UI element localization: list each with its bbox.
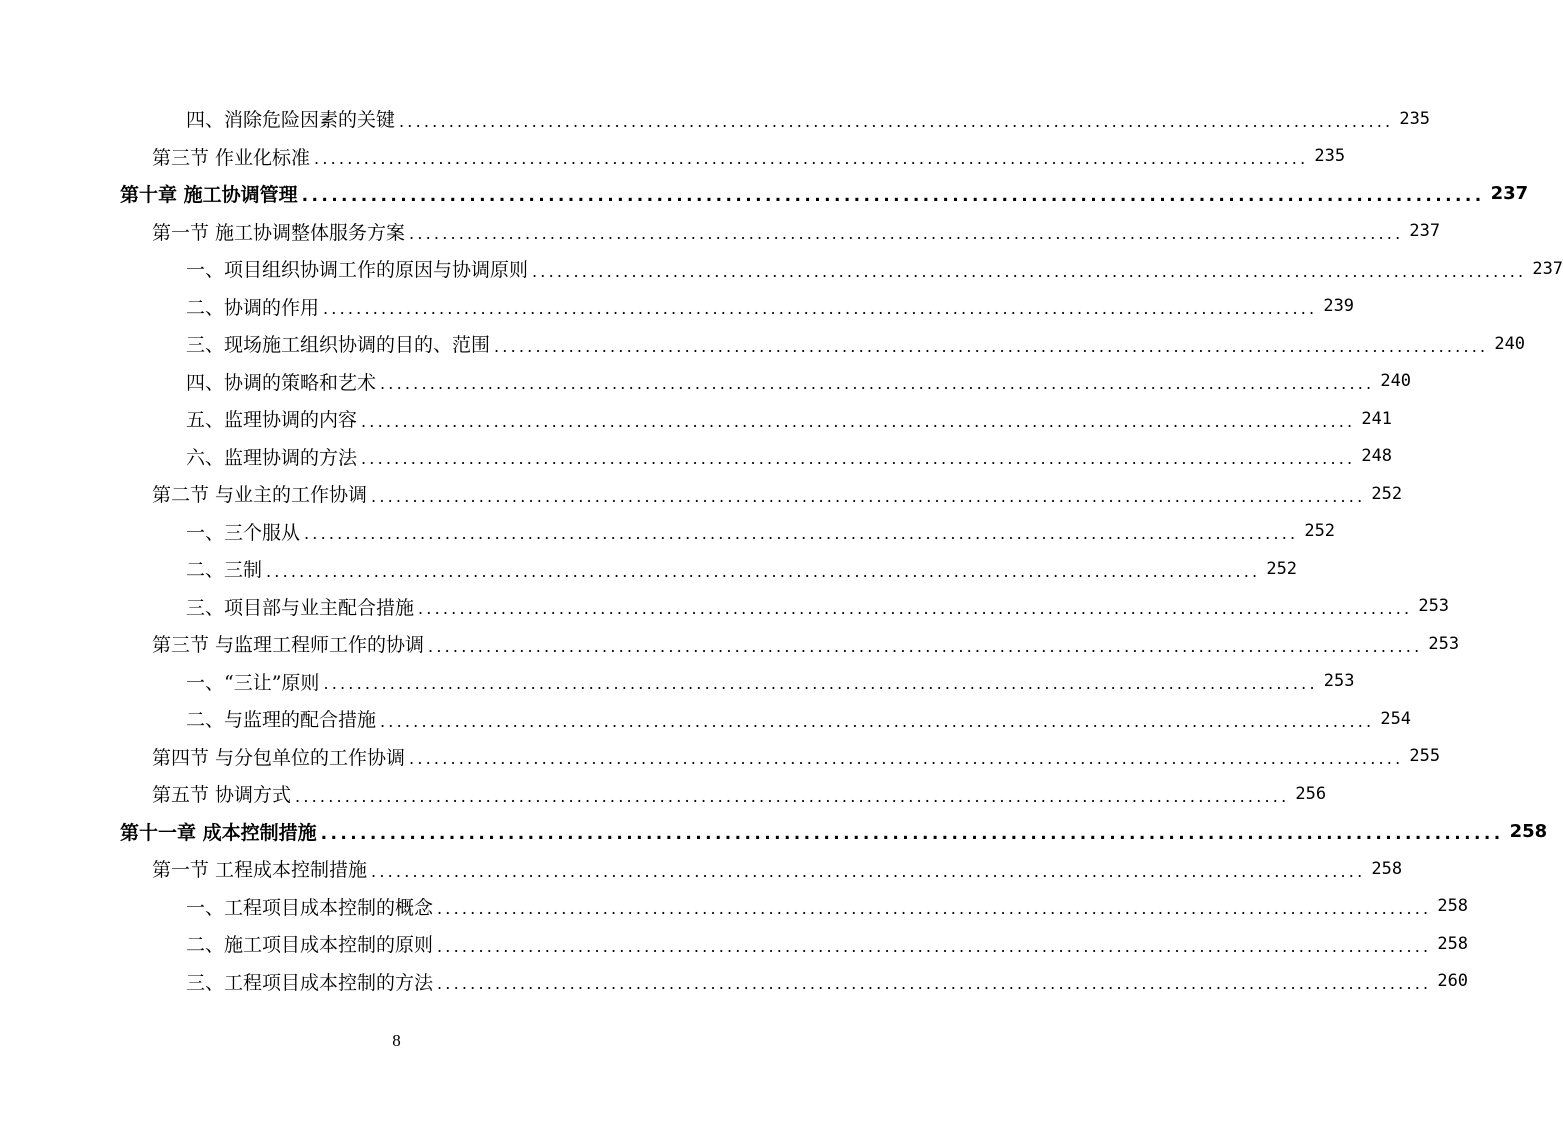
toc-entry-item[interactable] [0, 100, 1431, 138]
toc-entry-page-number: 241 [1361, 408, 1393, 429]
toc-entry-page-number: 260 [1437, 971, 1469, 992]
dot-leader: ........................................................................................................................ [371, 486, 1366, 506]
toc-entry-section[interactable] [0, 625, 1460, 663]
toc-entry-page-number: 240 [1380, 371, 1412, 392]
dot-leader: ........................................................................................................................ [314, 149, 1309, 169]
dot-leader: ........................................................................................................................ [323, 299, 1318, 319]
toc-entry-page-number: 248 [1361, 446, 1393, 467]
toc-entry-page-number: 253 [1428, 633, 1460, 654]
dot-leader: ........................................................................................................................ [437, 974, 1432, 994]
dot-leader: ........................................................................................................................ [304, 524, 1299, 544]
dot-leader: ........................................................................................................................ [409, 224, 1404, 244]
toc-entry-section[interactable] [0, 138, 1346, 176]
toc-entry-page-number: 255 [1409, 746, 1441, 767]
toc-entry-page-number: 254 [1380, 708, 1412, 729]
dot-leader: ........................................................................................................................ [437, 936, 1432, 956]
toc-entry-item[interactable] [0, 550, 1298, 588]
toc-entry-item[interactable] [0, 888, 1469, 926]
dot-leader: ........................................................................................................................ [532, 261, 1527, 281]
toc-entry-page-number: 258 [1437, 933, 1469, 954]
dot-leader: ........................................................................................................................ [301, 186, 1485, 207]
toc-entry-page-number: 237 [1490, 183, 1529, 205]
toc-entry-title: 第十章 施工协调管理 [120, 184, 298, 207]
toc-entry-item[interactable] [0, 325, 1526, 363]
toc-entry-title: 三、现场施工组织协调的目的、范围 [186, 334, 491, 357]
toc-entry-item[interactable] [0, 438, 1393, 476]
dot-leader: ........................................................................................................................ [371, 861, 1366, 881]
toc-entry-section[interactable] [0, 738, 1441, 776]
toc-entry-title: 四、消除危险因素的关键 [186, 109, 396, 132]
toc-entry-page-number: 252 [1371, 483, 1403, 504]
toc-entry-page-number: 252 [1304, 521, 1336, 542]
toc-entry-chapter[interactable] [0, 813, 1548, 851]
dot-leader: ........................................................................................................................ [418, 599, 1413, 619]
toc-entry-title: 一、三个服从 [186, 521, 301, 544]
dot-leader: ........................................................................................................................ [323, 674, 1318, 694]
page-number: 8 [392, 1031, 401, 1050]
toc-entry-page-number: 253 [1418, 596, 1450, 617]
toc-entry-title: 第二节 与业主的工作协调 [152, 484, 368, 507]
toc-entry-section[interactable] [0, 475, 1403, 513]
toc-entry-item[interactable] [0, 963, 1469, 1001]
toc-entry-title: 三、项目部与业主配合措施 [186, 596, 415, 619]
toc-entry-page-number: 239 [1323, 296, 1355, 317]
toc-entry-page-number: 235 [1399, 108, 1431, 129]
toc-entry-item[interactable] [0, 663, 1355, 701]
toc-entry-item[interactable] [0, 513, 1336, 551]
toc-entry-title: 二、三制 [186, 559, 263, 582]
toc-entry-page-number: 235 [1314, 146, 1346, 167]
toc-entry-page-number: 252 [1266, 558, 1298, 579]
toc-entry-item[interactable] [0, 363, 1412, 401]
dot-leader: ........................................................................................................................ [295, 786, 1290, 806]
toc-entry-page-number: 258 [1509, 820, 1548, 842]
dot-leader: ........................................................................................................................ [320, 823, 1504, 844]
dot-leader: ........................................................................................................................ [380, 711, 1375, 731]
dot-leader: ........................................................................................................................ [361, 411, 1356, 431]
toc-entry-title: 二、协调的作用 [186, 296, 320, 319]
toc-entry-page-number: 258 [1371, 858, 1403, 879]
toc-entry-page-number: 258 [1437, 896, 1469, 917]
toc-entry-chapter[interactable] [0, 175, 1529, 213]
toc-entry-title: 一、“三让”原则 [186, 671, 320, 694]
toc-entry-title: 第三节 作业化标准 [152, 146, 311, 169]
toc-entry-title: 五、监理协调的内容 [186, 409, 358, 432]
toc-entry-title: 第五节 协调方式 [152, 784, 292, 807]
toc-entry-title: 一、项目组织协调工作的原因与协调原则 [186, 259, 529, 282]
toc-entry-section[interactable] [0, 850, 1403, 888]
toc-entry-title: 三、工程项目成本控制的方法 [186, 971, 434, 994]
dot-leader: ........................................................................................................................ [361, 449, 1356, 469]
toc-entry-item[interactable] [0, 400, 1393, 438]
dot-leader: ........................................................................................................................ [380, 374, 1375, 394]
toc-entry-section[interactable] [0, 213, 1441, 251]
toc-entry-item[interactable] [0, 250, 1563, 288]
toc-entry-title: 六、监理协调的方法 [186, 446, 358, 469]
dot-leader: ........................................................................................................................ [409, 749, 1404, 769]
toc-entry-title: 第十一章 成本控制措施 [120, 821, 317, 844]
toc-entry-page-number: 253 [1323, 671, 1355, 692]
toc-entry-page-number: 237 [1532, 258, 1563, 279]
toc-entry-item[interactable] [0, 925, 1469, 963]
toc-entry-title: 第一节 工程成本控制措施 [152, 859, 368, 882]
toc-entry-title: 四、协调的策略和艺术 [186, 371, 377, 394]
toc-entry-page-number: 256 [1295, 783, 1327, 804]
toc-entry-item[interactable] [0, 700, 1412, 738]
toc-entry-title: 第三节 与监理工程师工作的协调 [152, 634, 425, 657]
toc-entry-title: 第一节 施工协调整体服务方案 [152, 221, 406, 244]
dot-leader: ........................................................................................................................ [494, 336, 1489, 356]
toc-entry-title: 二、施工项目成本控制的原则 [186, 934, 434, 957]
dot-leader: ........................................................................................................................ [428, 636, 1423, 656]
toc-entry-page-number: 237 [1409, 221, 1441, 242]
toc-entry-item[interactable] [0, 588, 1450, 626]
toc-entry-item[interactable] [0, 288, 1355, 326]
toc-entry-section[interactable] [0, 775, 1327, 813]
dot-leader: ........................................................................................................................ [437, 899, 1432, 919]
toc-entry-title: 二、与监理的配合措施 [186, 709, 377, 732]
toc-entry-title: 一、工程项目成本控制的概念 [186, 896, 434, 919]
toc-entry-page-number: 240 [1494, 333, 1526, 354]
table-of-contents [0, 100, 1563, 1000]
toc-entry-title: 第四节 与分包单位的工作协调 [152, 746, 406, 769]
dot-leader: ........................................................................................................................ [266, 561, 1261, 581]
dot-leader: ........................................................................................................................ [399, 111, 1394, 131]
